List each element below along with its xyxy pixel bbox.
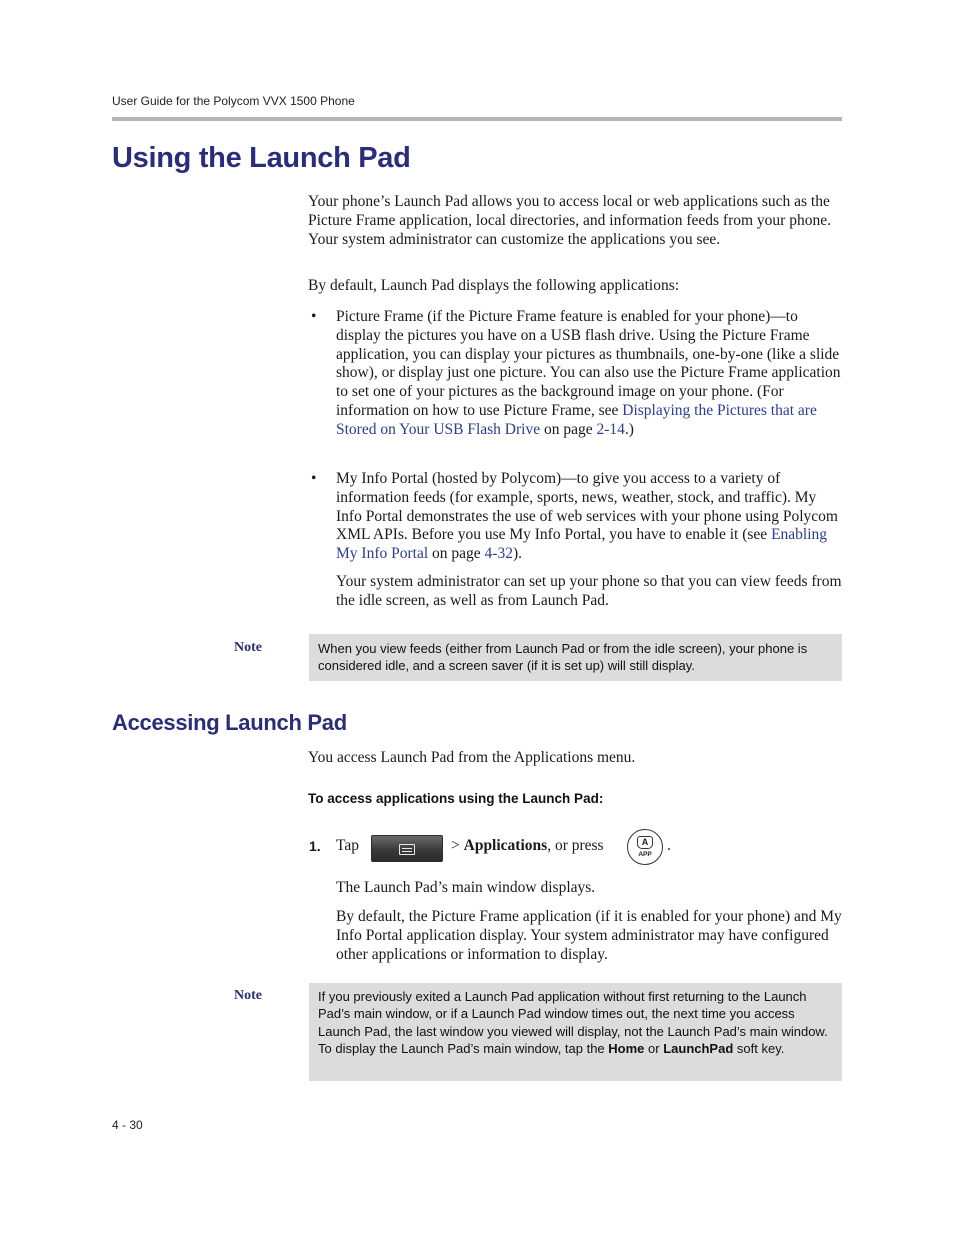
bullet-my-info-portal — [336, 470, 842, 564]
step-result: The Launch Pad’s main window displays. — [336, 879, 596, 896]
step-period: . — [667, 837, 671, 854]
app-key-button[interactable] — [627, 829, 663, 865]
procedure-title: To access applications using the Launch Pad: — [308, 791, 604, 806]
header-rule — [112, 117, 842, 121]
note-text: If you previously exited a Launch Pad application without first returning to the Launch Pad’s main window, or if a Launch Pad window times out, the next time you access Launch Pad, the last window you viewed will display, not the Launch Pad’s main window. To display the Launch Pad’s main window, tap the — [318, 989, 828, 1056]
launchpad-key-name: LaunchPad — [663, 1040, 734, 1056]
running-header: User Guide for the Polycom VVX 1500 Phone — [112, 94, 355, 108]
step-gt: > — [451, 837, 460, 854]
intro-paragraph: Your phone’s Launch Pad allows you to access local or web applications such as the Picture Frame application, local directories, and information feeds from your phone. Your system administrator can customize the applications you see. — [308, 193, 831, 248]
bullet-end: .) — [624, 420, 634, 438]
link-page-4-32[interactable]: 4-32 — [484, 545, 513, 563]
note-label: Note — [234, 988, 262, 1003]
note-text-end: soft key. — [733, 1040, 785, 1056]
app-key-icon: A — [637, 836, 653, 849]
menu-soft-key-button[interactable] — [371, 835, 443, 862]
section-intro: You access Launch Pad from the Applications menu. — [308, 749, 636, 766]
menu-icon — [399, 844, 415, 855]
page-title: Using the Launch Pad — [112, 142, 411, 174]
step-result-2: By default, the Picture Frame application (if it is enabled for your phone) and My Info Portal application display. Your system administrator may have configured other applications or information to display. — [336, 908, 842, 963]
note-box — [309, 983, 842, 1081]
bullet-extra-paragraph: Your system administrator can set up your phone so that you can view feeds from the idle screen, as well as from Launch Pad. — [336, 573, 842, 609]
home-key-name: Home — [608, 1040, 645, 1056]
section-title: Accessing Launch Pad — [112, 710, 347, 735]
step-applications: Applications — [463, 837, 548, 854]
bullet-end: ). — [512, 545, 522, 563]
link-enabling-my-info-portal[interactable]: Enabling My Info Portal — [336, 526, 828, 563]
note-label: Note — [234, 640, 262, 655]
app-key-label: APP — [638, 851, 652, 858]
note-box: When you view feeds (either from Launch Pad or from the idle screen), your phone is considered idle, and a screen saver (if it is set up) will still display. — [309, 634, 842, 681]
page-ref-text: on page — [428, 545, 485, 563]
step-or-press: , or press — [547, 837, 604, 854]
bullet-text: Picture Frame (if the Picture Frame feature is enabled for your phone)—to display the pictures you have on a USB flash drive. Using the Picture Frame application, you can display your pictures as thumbnails, one-by-one (like a slide show), or display just one picture. You can also use the Picture Frame application to set one of your pictures as the background image on your phone. (For information on how to use Picture Frame, see — [336, 308, 841, 419]
page-ref-text: on page — [540, 420, 597, 438]
step-tap-text: Tap — [336, 837, 360, 854]
bullet-picture-frame — [336, 308, 842, 440]
bullet-marker: • — [311, 308, 317, 325]
intro-paragraph-2: By default, Launch Pad displays the following applications: — [308, 277, 680, 294]
bullet-text: My Info Portal (hosted by Polycom)—to give you access to a variety of information feeds (for example, sports, news, weather, stock, and traffic). My Info Portal demonstrates the use of web services with your phone using Polycom XML APIs. Before you use My Info Portal, you have to enable it (see — [336, 470, 838, 544]
link-page-2-14[interactable]: 2-14 — [596, 420, 625, 438]
link-displaying-pictures[interactable]: Displaying the Pictures that are Stored on Your USB Flash Drive — [336, 401, 817, 438]
step-number: 1. — [309, 838, 321, 854]
bullet-marker: • — [311, 470, 317, 487]
step-instruction — [336, 837, 359, 856]
page-number: 4 - 30 — [112, 1118, 143, 1132]
note-text-or: or — [644, 1040, 664, 1056]
step-instruction-rest — [451, 837, 604, 856]
